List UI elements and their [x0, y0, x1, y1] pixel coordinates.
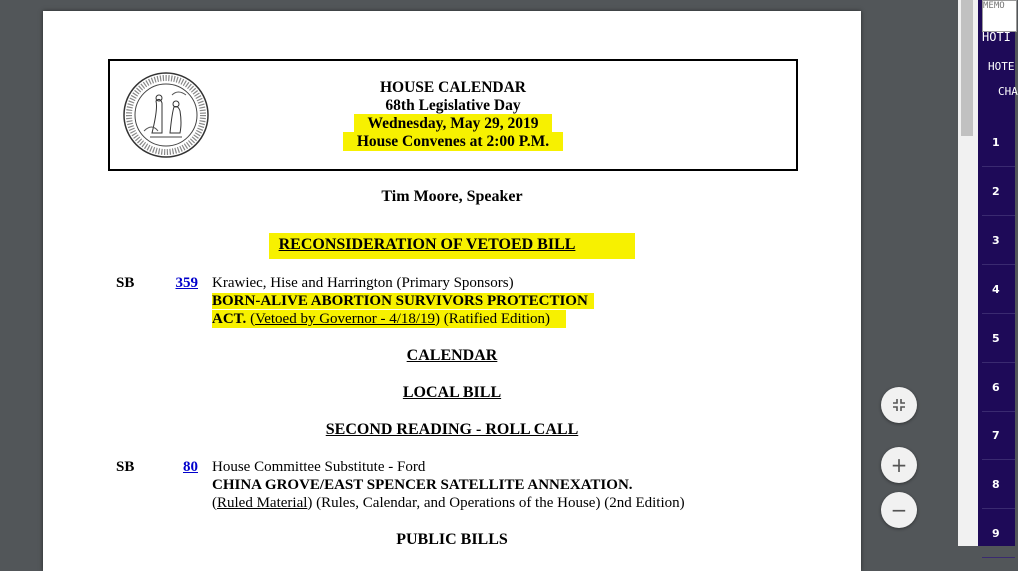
panel-row[interactable]: 7 — [982, 411, 1015, 460]
bill-title-cont: ACT. — [212, 311, 247, 327]
panel-row[interactable]: 9 — [982, 509, 1015, 558]
legislative-day: 68th Legislative Day — [385, 97, 521, 114]
panel-heading-cha: CHA — [998, 85, 1018, 98]
panel-top-label: HOTI — [982, 30, 1011, 44]
section-calendar: CALENDAR — [406, 347, 498, 364]
bill-type: SB — [116, 275, 135, 291]
minus-icon: − — [890, 498, 908, 522]
panel-row[interactable]: 8 — [982, 460, 1015, 509]
bill-edition: (Ratified Edition) — [443, 311, 551, 327]
section-reconsideration: RECONSIDERATION OF VETOED BILL — [269, 233, 636, 259]
panel-row[interactable]: 5 — [982, 314, 1015, 363]
panel-row[interactable]: 2 — [982, 167, 1015, 216]
bill-sponsors: House Committee Substitute - Ford — [212, 459, 426, 475]
section-public-bills: PUBLIC BILLS — [396, 531, 508, 548]
pdf-page: HOUSE CALENDAR 68th Legislative Day Wednesday, May 29, 2019 House Convenes at 2:00 P.M. Tim Moore, Speaker RECONSIDERATION OF VETOED BILL SB 359 Krawiec, Hise and Harrington (Primary Sponsors) BORN-ALIVE ABORTION SURVIVORS PROTECTION ACT. (Vetoed by Governor - 4/18/19) (Ratified Edition) CALENDAR LOCAL BILL SECOND READING - ROLL CALL SB 80 House Committee Substitute - Ford CHINA GROVE/EAST SPENCER SATELLITE ANNEXATION. (Ruled Material) (Rules, Calendar, and Operations of the House) (2nd Edition) PUBLIC BILLS — [43, 11, 861, 571]
bill-number-link[interactable]: 80 — [183, 459, 198, 475]
zoom-out-button[interactable] — [881, 492, 917, 528]
calendar-header-box — [108, 59, 798, 171]
bill-title: BORN-ALIVE ABORTION SURVIVORS PROTECTION — [212, 293, 594, 309]
convene-time: House Convenes at 2:00 P.M. — [343, 132, 563, 151]
zoom-in-button[interactable] — [881, 447, 917, 483]
section-second-reading: SECOND READING - ROLL CALL — [325, 421, 579, 438]
side-panel — [978, 0, 1018, 546]
bill-type: SB — [116, 459, 135, 475]
scrollbar-thumb[interactable] — [961, 0, 973, 136]
bill-number-link[interactable]: 359 — [175, 275, 198, 291]
section-local-bill: LOCAL BILL — [402, 384, 502, 401]
memo-field[interactable] — [982, 0, 1017, 32]
ruled-material-link[interactable]: Ruled Material — [217, 495, 308, 511]
panel-row[interactable]: 4 — [982, 265, 1015, 314]
bill-title: CHINA GROVE/EAST SPENCER SATELLITE ANNEXATION. — [212, 477, 633, 493]
calendar-date: Wednesday, May 29, 2019 — [354, 114, 553, 133]
memo-label: MEMO — [983, 1, 1005, 11]
collapse-arrows-icon — [891, 397, 907, 413]
plus-icon: + — [890, 453, 908, 477]
panel-row[interactable]: 6 — [982, 363, 1015, 412]
bill-committee: (Rules, Calendar, and Operations of the House) (2nd Edition) — [316, 495, 685, 511]
calendar-title: HOUSE CALENDAR — [380, 79, 526, 96]
panel-row[interactable]: 1 — [982, 118, 1015, 167]
veto-status-link[interactable]: Vetoed by Governor - 4/18/19 — [255, 311, 436, 327]
panel-row[interactable]: 3 — [982, 216, 1015, 265]
fit-to-page-button[interactable] — [881, 387, 917, 423]
bill-sponsors: Krawiec, Hise and Harrington (Primary Sponsors) — [212, 275, 514, 291]
panel-heading-hot: HOTE — [988, 60, 1015, 73]
speaker-name: Tim Moore, Speaker — [381, 188, 523, 205]
